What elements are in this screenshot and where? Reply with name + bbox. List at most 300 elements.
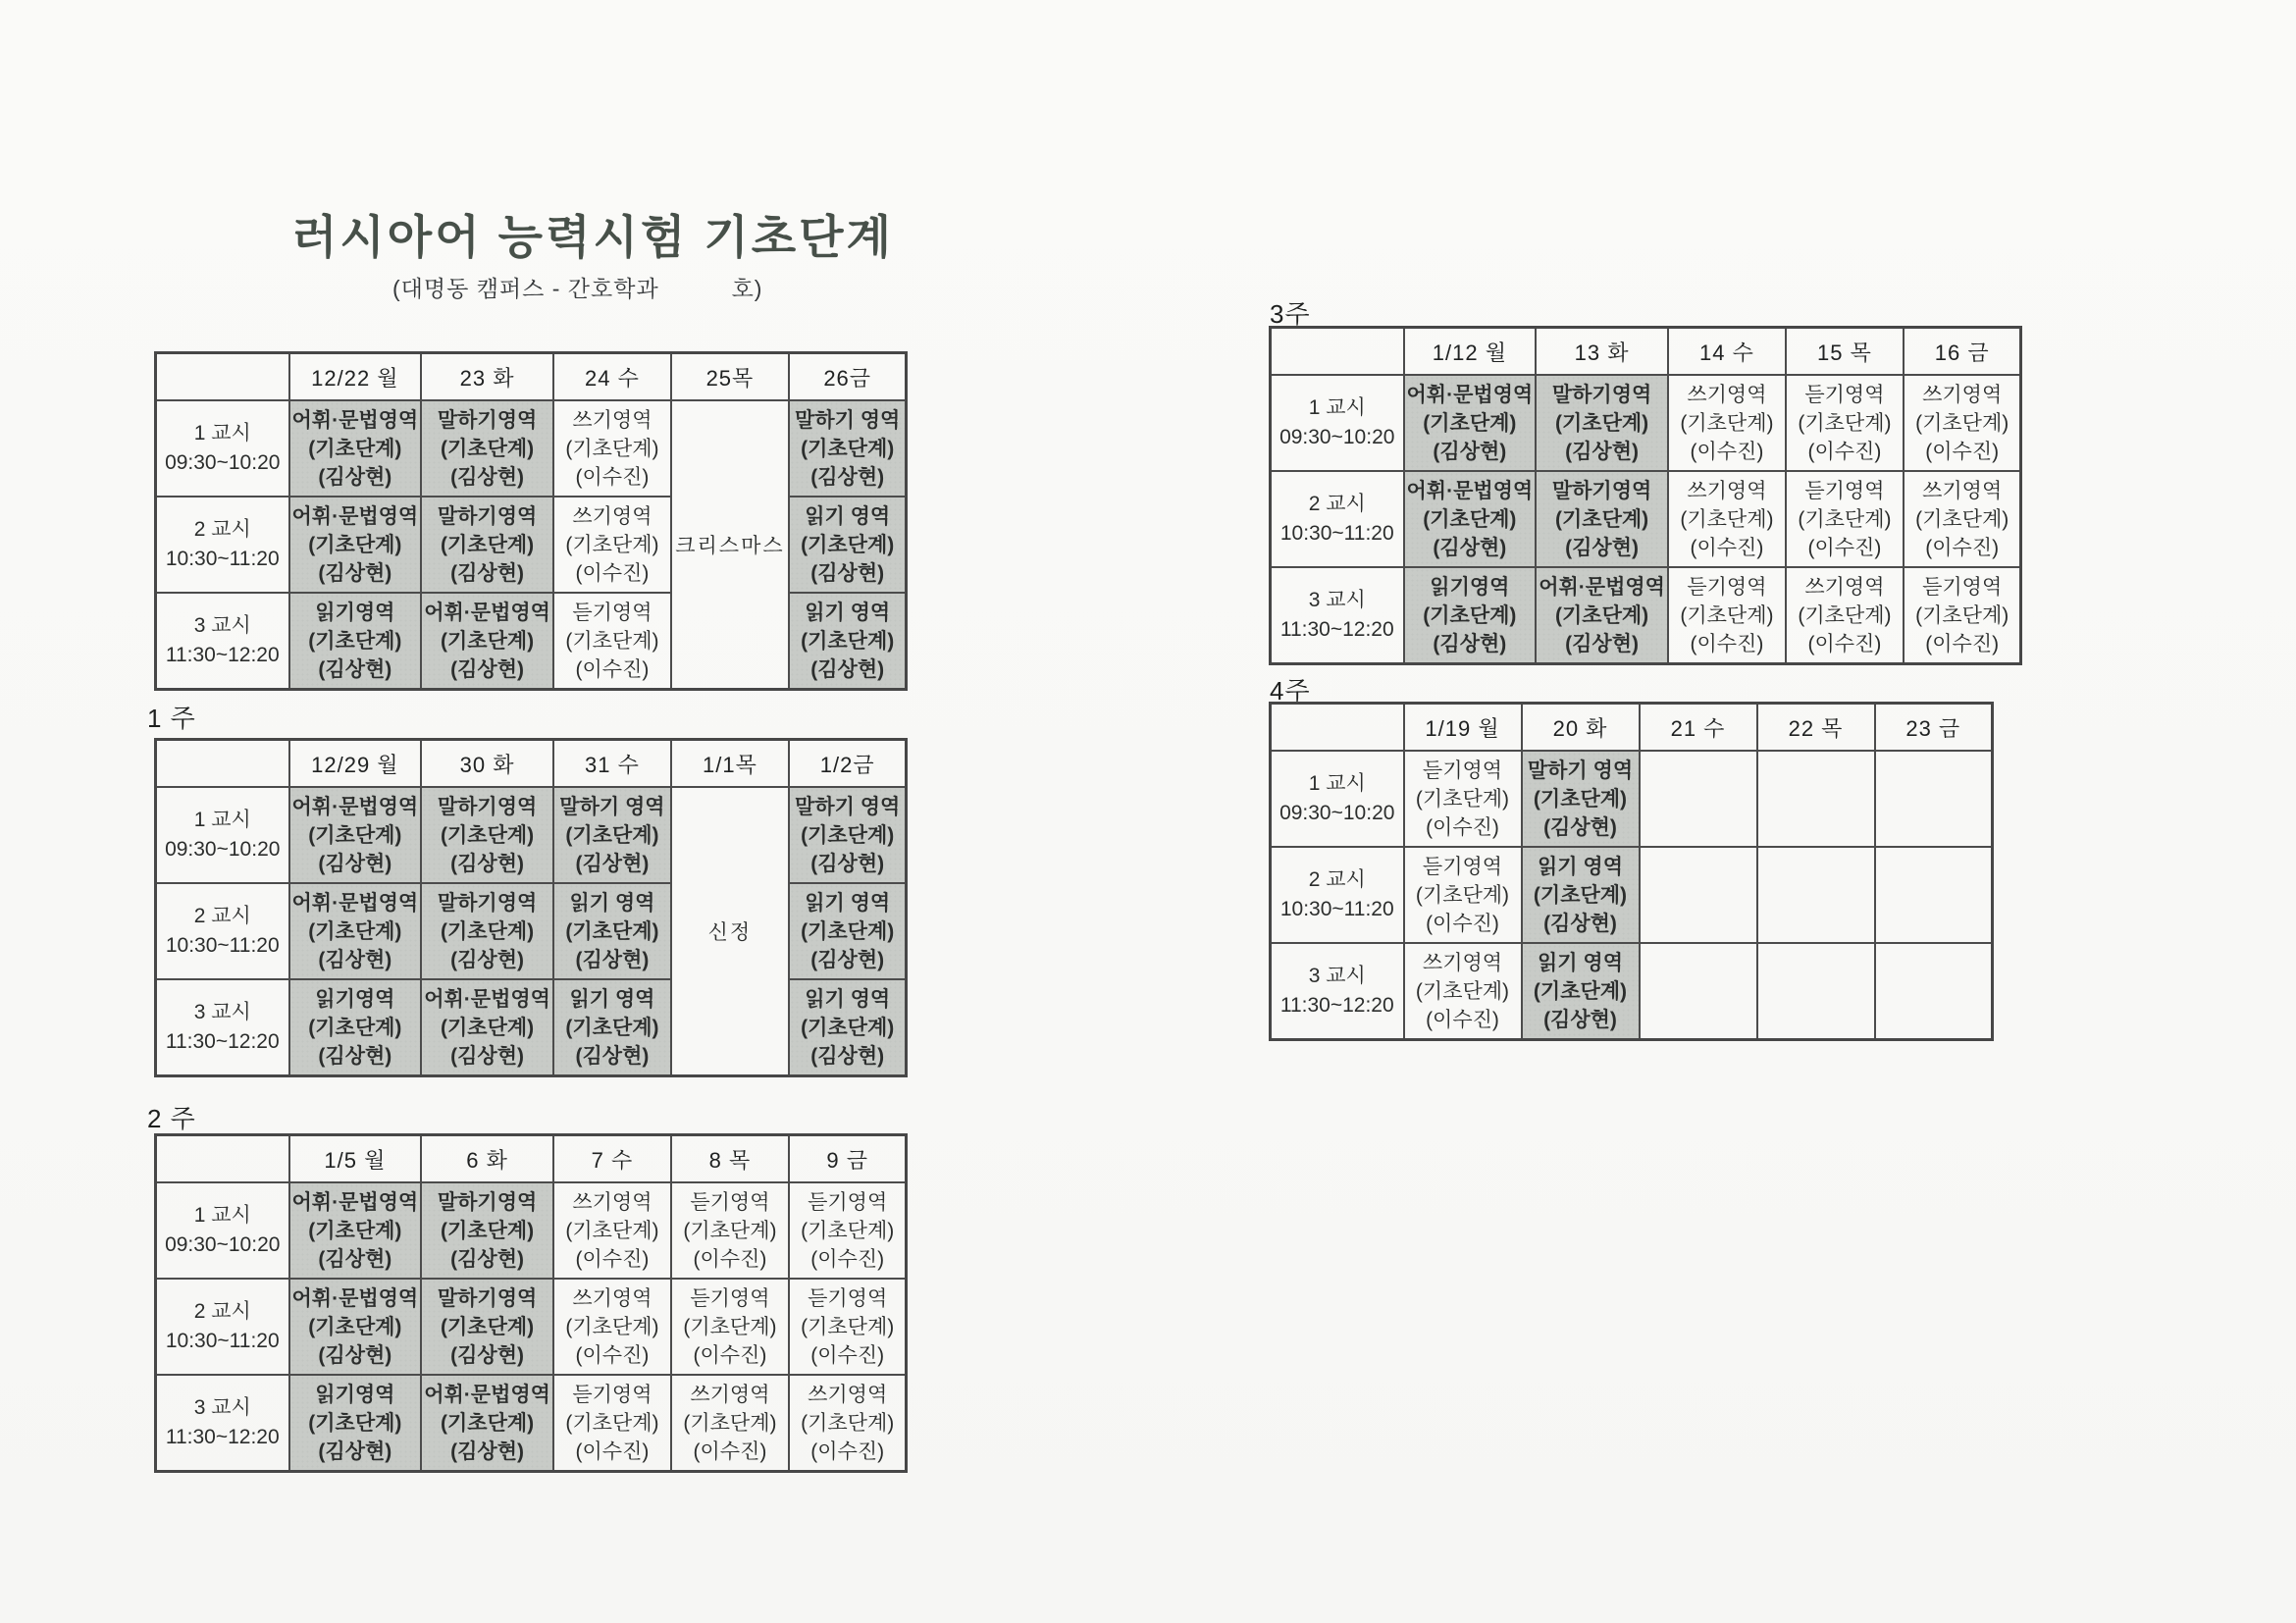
empty-cell <box>1640 751 1757 847</box>
schedule-table-week2-mount <box>154 1133 908 1473</box>
cell-line: (김상현) <box>318 465 392 489</box>
cell-line: (기초단계) <box>1423 411 1517 435</box>
cell-line: (김상현) <box>318 657 392 681</box>
cell-line: 쓰기영역 <box>1422 951 1503 974</box>
subject-cell <box>553 593 671 690</box>
subject-cell <box>289 787 422 883</box>
period-time: 10:30~11:20 <box>165 548 280 570</box>
subject-cell <box>789 1375 907 1472</box>
day-header-cell: 25목 <box>671 353 789 401</box>
schedule-row <box>1271 375 2021 471</box>
cell-line: 듣기영역 <box>1804 479 1885 502</box>
subject-cell <box>1786 471 1904 567</box>
cell-line: 어휘·문법영역 <box>291 891 419 915</box>
cell-line: 읽기 영역 <box>569 891 655 915</box>
cell-line: (기초단계) <box>308 919 402 943</box>
cell-line: (이수진) <box>693 1247 767 1271</box>
cell-line: (김상현) <box>1433 440 1507 463</box>
schedule-table <box>154 1133 908 1473</box>
cell-line: (김상현) <box>810 948 885 971</box>
empty-cell <box>1875 751 1993 847</box>
subject-cell <box>1904 471 2021 567</box>
subject-cell <box>671 1279 789 1375</box>
cell-line: (기초단계) <box>801 1315 895 1338</box>
cell-line: 말하기영역 <box>437 891 538 915</box>
period-label: 2 교시 <box>193 1300 251 1323</box>
cell-line: (기초단계) <box>308 629 402 653</box>
cell-line: (김상현) <box>450 1343 524 1367</box>
cell-line: (이수진) <box>1807 536 1882 559</box>
day-header-cell: 1/12 월 <box>1404 328 1537 376</box>
schedule-row <box>156 1375 907 1472</box>
cell-line: 쓰기영역 <box>1687 479 1767 502</box>
subject-cell <box>1536 567 1668 664</box>
subject-cell <box>789 883 907 979</box>
schedule-row <box>156 400 907 497</box>
schedule-table <box>1269 702 1994 1041</box>
page-subtitle: (대명동 캠퍼스 - 간호학과 호) <box>392 276 763 301</box>
period-label: 1 교시 <box>193 809 251 831</box>
cell-line: (이수진) <box>575 1247 650 1271</box>
subject-cell <box>553 979 671 1076</box>
cell-line: 듣기영역 <box>572 601 652 624</box>
day-header-cell: 8 목 <box>671 1135 789 1183</box>
cell-line: (기초단계) <box>1555 411 1649 435</box>
subject-cell <box>789 979 907 1076</box>
schedule-row <box>156 883 907 979</box>
period-label: 2 교시 <box>1308 493 1366 515</box>
cell-line: 쓰기영역 <box>808 1383 888 1406</box>
cell-line: 읽기 영역 <box>805 987 891 1011</box>
cell-line: (기초단계) <box>801 533 895 556</box>
schedule-table-week3-mount <box>1269 326 2022 665</box>
cell-line: (김상현) <box>1433 632 1507 655</box>
subject-cell <box>553 787 671 883</box>
empty-cell <box>1757 847 1875 943</box>
cell-line: 쓰기영역 <box>572 408 652 432</box>
cell-line: 듣기영역 <box>1922 575 2003 599</box>
day-header-cell: 6 화 <box>421 1135 553 1183</box>
subject-cell <box>789 1182 907 1279</box>
cell-line: 말하기 영역 <box>795 795 901 818</box>
cell-line: (김상현) <box>810 1044 885 1068</box>
period-cell <box>1271 471 1404 567</box>
subject-cell <box>553 1279 671 1375</box>
cell-line: (기초단계) <box>683 1219 777 1242</box>
cell-line: (김상현) <box>450 465 524 489</box>
period-time: 11:30~12:20 <box>165 1030 280 1053</box>
cell-line: (김상현) <box>810 852 885 875</box>
header-row <box>156 740 907 788</box>
cell-line: (기초단계) <box>441 533 535 556</box>
empty-cell <box>1640 943 1757 1040</box>
cell-line: (기초단계) <box>1915 411 2009 435</box>
cell-line: (기초단계) <box>441 1016 535 1039</box>
header-row <box>156 1135 907 1183</box>
subject-cell <box>1668 567 1786 664</box>
cell-line: 읽기영역 <box>315 1383 395 1406</box>
subject-cell <box>1404 567 1537 664</box>
schedule-table-week4-mount <box>1269 702 1994 1041</box>
schedule-row <box>156 979 907 1076</box>
cell-line: (기초단계) <box>308 1411 402 1435</box>
cell-line: 말하기 영역 <box>795 408 901 432</box>
day-header-cell: 21 수 <box>1640 704 1757 752</box>
subject-cell <box>789 1279 907 1375</box>
subject-cell <box>1404 943 1522 1040</box>
day-header-cell: 1/2금 <box>789 740 907 788</box>
cell-line: (기초단계) <box>441 823 535 847</box>
period-cell <box>156 1182 289 1279</box>
corner-cell <box>156 1135 289 1183</box>
cell-line: (이수진) <box>693 1440 767 1463</box>
cell-line: 듣기영역 <box>1422 855 1503 878</box>
cell-line: 어휘·문법영역 <box>291 408 419 432</box>
subject-cell <box>421 979 553 1076</box>
schedule-table <box>1269 326 2022 665</box>
subject-cell <box>1404 375 1537 471</box>
subject-cell <box>1404 847 1522 943</box>
schedule-row <box>1271 567 2021 664</box>
corner-cell <box>156 353 289 401</box>
cell-line: (기초단계) <box>565 1016 659 1039</box>
corner-cell <box>1271 704 1404 752</box>
subject-cell <box>553 1182 671 1279</box>
empty-cell <box>1875 847 1993 943</box>
period-label: 3 교시 <box>193 1396 251 1419</box>
period-time: 10:30~11:20 <box>1279 898 1394 920</box>
subject-cell <box>1404 471 1537 567</box>
period-time: 09:30~10:20 <box>165 1233 281 1256</box>
period-label: 1 교시 <box>1308 772 1366 795</box>
cell-line: (기초단계) <box>1915 507 2009 531</box>
cell-line: (기초단계) <box>565 1219 659 1242</box>
empty-cell <box>1640 847 1757 943</box>
period-label: 3 교시 <box>193 614 251 637</box>
cell-line: (김상현) <box>1543 912 1617 935</box>
cell-line: 어휘·문법영역 <box>1406 479 1534 502</box>
period-time: 11:30~12:20 <box>165 644 280 666</box>
cell-line: (기초단계) <box>308 437 402 460</box>
day-header-cell: 26금 <box>789 353 907 401</box>
cell-line: (기초단계) <box>801 1411 895 1435</box>
subject-cell <box>1668 375 1786 471</box>
cell-line: (기초단계) <box>565 533 659 556</box>
period-label: 1 교시 <box>193 422 251 445</box>
cell-line: 읽기영역 <box>1430 575 1510 599</box>
cell-line: (기초단계) <box>441 629 535 653</box>
cell-line: (김상현) <box>318 1343 392 1367</box>
cell-line: (이수진) <box>1807 440 1882 463</box>
day-header-cell: 31 수 <box>553 740 671 788</box>
holiday-cell: 크리스마스 <box>671 400 789 690</box>
cell-line: 어휘·문법영역 <box>291 795 419 818</box>
schedule-row <box>156 593 907 690</box>
cell-line: 쓰기영역 <box>1922 383 2003 406</box>
cell-line: (김상현) <box>318 561 392 585</box>
cell-line: (김상현) <box>810 465 885 489</box>
cell-line: (이수진) <box>575 1343 650 1367</box>
cell-line: (기초단계) <box>801 1016 895 1039</box>
subject-cell <box>421 497 553 593</box>
period-label: 1 교시 <box>193 1204 251 1227</box>
cell-line: 읽기영역 <box>315 601 395 624</box>
period-cell <box>156 883 289 979</box>
cell-line: 듣기영역 <box>808 1286 888 1310</box>
cell-line: (이수진) <box>1426 1008 1499 1031</box>
cell-line: (이수진) <box>1690 536 1764 559</box>
empty-cell <box>1757 751 1875 847</box>
day-header-cell: 16 금 <box>1904 328 2021 376</box>
cell-line: 읽기 영역 <box>805 891 891 915</box>
cell-line: (김상현) <box>318 1440 392 1463</box>
schedule-row <box>1271 751 1993 847</box>
subject-cell <box>789 400 907 497</box>
subject-cell <box>1536 471 1668 567</box>
cell-line: (기초단계) <box>1680 507 1774 531</box>
cell-line: (기초단계) <box>1915 603 2009 627</box>
schedule-row <box>1271 847 1993 943</box>
cell-line: 말하기영역 <box>1551 479 1652 502</box>
cell-line: (김상현) <box>1433 536 1507 559</box>
period-cell <box>1271 375 1404 471</box>
cell-line: (이수진) <box>1426 912 1499 935</box>
day-header-cell: 15 목 <box>1786 328 1904 376</box>
cell-line: (이수진) <box>810 1247 885 1271</box>
cell-line: 읽기 영역 <box>1538 855 1623 878</box>
cell-line: 말하기영역 <box>1551 383 1652 406</box>
header-row <box>1271 704 1993 752</box>
period-cell <box>156 593 289 690</box>
cell-line: (기초단계) <box>565 1315 659 1338</box>
cell-line: (기초단계) <box>1533 787 1628 811</box>
cell-line: 어휘·문법영역 <box>1406 383 1534 406</box>
cell-line: 듣기영역 <box>690 1286 770 1310</box>
cell-line: 쓰기영역 <box>572 1286 652 1310</box>
schedule-row <box>156 497 907 593</box>
cell-line: (기초단계) <box>1680 603 1774 627</box>
cell-line: 읽기 영역 <box>569 987 655 1011</box>
cell-line: (기초단계) <box>441 1219 535 1242</box>
period-time: 11:30~12:20 <box>1279 618 1394 641</box>
period-label: 2 교시 <box>1308 868 1366 891</box>
cell-line: (김상현) <box>450 1247 524 1271</box>
cell-line: (기초단계) <box>565 919 659 943</box>
cell-line: (기초단계) <box>308 1315 402 1338</box>
cell-line: (김상현) <box>1565 632 1639 655</box>
corner-cell <box>156 740 289 788</box>
cell-line: (기초단계) <box>441 437 535 460</box>
cell-line: (김상현) <box>810 657 885 681</box>
subject-cell <box>421 400 553 497</box>
period-cell <box>156 1375 289 1472</box>
subject-cell <box>1522 847 1640 943</box>
subject-cell <box>289 883 422 979</box>
cell-line: (김상현) <box>575 852 650 875</box>
period-cell <box>1271 847 1404 943</box>
week-label-3: 3주 <box>1270 299 1311 329</box>
schedule-row <box>1271 943 1993 1040</box>
cell-line: (기초단계) <box>1533 883 1628 907</box>
cell-line: (기초단계) <box>1798 603 1892 627</box>
cell-line: (김상현) <box>450 1440 524 1463</box>
cell-line: 어휘·문법영역 <box>291 1286 419 1310</box>
period-label: 3 교시 <box>193 1001 251 1023</box>
cell-line: (김상현) <box>450 948 524 971</box>
day-header-cell: 22 목 <box>1757 704 1875 752</box>
cell-line: (기초단계) <box>801 919 895 943</box>
cell-line: 말하기영역 <box>437 408 538 432</box>
subject-cell <box>421 593 553 690</box>
header-row <box>1271 328 2021 376</box>
schedule-row <box>156 1182 907 1279</box>
schedule-table-week1-mount <box>154 738 908 1077</box>
cell-line: (김상현) <box>575 1044 650 1068</box>
cell-line: (기초단계) <box>1415 979 1510 1003</box>
day-header-cell: 20 화 <box>1522 704 1640 752</box>
cell-line: (기초단계) <box>565 437 659 460</box>
cell-line: (기초단계) <box>1533 979 1628 1003</box>
cell-line: 쓰기영역 <box>690 1383 770 1406</box>
subject-cell <box>289 497 422 593</box>
period-cell <box>156 787 289 883</box>
cell-line: (김상현) <box>575 948 650 971</box>
subject-cell <box>421 787 553 883</box>
cell-line: 듣기영역 <box>1687 575 1767 599</box>
cell-line: 쓰기영역 <box>1687 383 1767 406</box>
day-header-cell: 24 수 <box>553 353 671 401</box>
cell-line: 말하기영역 <box>437 795 538 818</box>
week-label-2: 2 주 <box>147 1104 196 1133</box>
cell-line: 쓰기영역 <box>1804 575 1885 599</box>
subject-cell <box>553 497 671 593</box>
period-time: 10:30~11:20 <box>165 1330 280 1352</box>
schedule-row <box>156 1279 907 1375</box>
subject-cell <box>553 883 671 979</box>
cell-line: (기초단계) <box>1423 507 1517 531</box>
period-cell <box>156 979 289 1076</box>
cell-line: (이수진) <box>1807 632 1882 655</box>
cell-line: (이수진) <box>575 561 650 585</box>
cell-line: 말하기 영역 <box>559 795 665 818</box>
period-time: 09:30~10:20 <box>165 451 281 474</box>
cell-line: (김상현) <box>810 561 885 585</box>
day-header-cell: 30 화 <box>421 740 553 788</box>
subject-cell <box>789 787 907 883</box>
period-time: 09:30~10:20 <box>1279 802 1395 824</box>
schedule-table <box>154 738 908 1077</box>
cell-line: 읽기 영역 <box>805 601 891 624</box>
period-label: 2 교시 <box>193 905 251 927</box>
cell-line: 어휘·문법영역 <box>291 504 419 528</box>
cell-line: (이수진) <box>575 1440 650 1463</box>
cell-line: (기초단계) <box>308 533 402 556</box>
week-label-1: 1 주 <box>147 704 196 733</box>
period-cell <box>1271 751 1404 847</box>
subject-cell <box>1522 943 1640 1040</box>
cell-line: 읽기 영역 <box>805 504 891 528</box>
corner-cell <box>1271 328 1404 376</box>
period-time: 11:30~12:20 <box>1279 994 1394 1017</box>
day-header-cell: 14 수 <box>1668 328 1786 376</box>
cell-line: (김상현) <box>1543 815 1617 839</box>
cell-line: 말하기영역 <box>437 1286 538 1310</box>
subject-cell <box>553 400 671 497</box>
subject-cell <box>1786 567 1904 664</box>
cell-line: (기초단계) <box>441 1411 535 1435</box>
cell-line: (기초단계) <box>801 437 895 460</box>
subject-cell <box>289 1279 422 1375</box>
cell-line: (기초단계) <box>683 1315 777 1338</box>
period-cell <box>1271 567 1404 664</box>
subject-cell <box>671 1182 789 1279</box>
empty-cell <box>1875 943 1993 1040</box>
cell-line: (이수진) <box>575 465 650 489</box>
cell-line: 쓰기영역 <box>1922 479 2003 502</box>
subject-cell <box>289 593 422 690</box>
cell-line: 읽기영역 <box>315 987 395 1011</box>
cell-line: 쓰기영역 <box>572 504 652 528</box>
day-header-cell: 1/19 월 <box>1404 704 1522 752</box>
subject-cell <box>1668 471 1786 567</box>
cell-line: (이수진) <box>1925 632 2000 655</box>
cell-line: (기초단계) <box>1415 883 1510 907</box>
cell-line: 어휘·문법영역 <box>424 987 550 1011</box>
day-header-cell: 23 화 <box>421 353 553 401</box>
cell-line: (기초단계) <box>441 919 535 943</box>
period-label: 3 교시 <box>1308 589 1366 611</box>
subject-cell <box>1536 375 1668 471</box>
cell-line: (기초단계) <box>565 1411 659 1435</box>
subject-cell <box>421 1375 553 1472</box>
subject-cell <box>421 1279 553 1375</box>
period-cell <box>156 1279 289 1375</box>
schedule-table-week0-mount <box>154 351 908 691</box>
cell-line: (기초단계) <box>1423 603 1517 627</box>
cell-line: (기초단계) <box>1680 411 1774 435</box>
day-header-cell: 7 수 <box>553 1135 671 1183</box>
cell-line: 어휘·문법영역 <box>1539 575 1665 599</box>
subject-cell <box>289 400 422 497</box>
cell-line: (기초단계) <box>1555 507 1649 531</box>
cell-line: (기초단계) <box>565 823 659 847</box>
cell-line: (기초단계) <box>308 823 402 847</box>
cell-line: (김상현) <box>450 1044 524 1068</box>
cell-line: (이수진) <box>1925 536 2000 559</box>
cell-line: 듣기영역 <box>572 1383 652 1406</box>
cell-line: (기초단계) <box>308 1016 402 1039</box>
cell-line: 어휘·문법영역 <box>424 1383 550 1406</box>
cell-line: (김상현) <box>1543 1008 1617 1031</box>
period-cell <box>156 400 289 497</box>
cell-line: (이수진) <box>1690 440 1764 463</box>
cell-line: (기초단계) <box>801 629 895 653</box>
cell-line: (이수진) <box>575 657 650 681</box>
week-label-4: 4주 <box>1270 676 1311 706</box>
schedule-table <box>154 351 908 691</box>
day-header-cell: 13 화 <box>1536 328 1668 376</box>
day-header-cell: 9 금 <box>789 1135 907 1183</box>
day-header-cell: 23 금 <box>1875 704 1993 752</box>
period-time: 10:30~11:20 <box>1279 522 1394 545</box>
subject-cell <box>1404 751 1522 847</box>
period-label: 3 교시 <box>1308 965 1366 987</box>
period-cell <box>1271 943 1404 1040</box>
period-cell <box>156 497 289 593</box>
period-time: 09:30~10:20 <box>1279 426 1395 448</box>
period-time: 10:30~11:20 <box>165 934 280 957</box>
subject-cell <box>1904 567 2021 664</box>
